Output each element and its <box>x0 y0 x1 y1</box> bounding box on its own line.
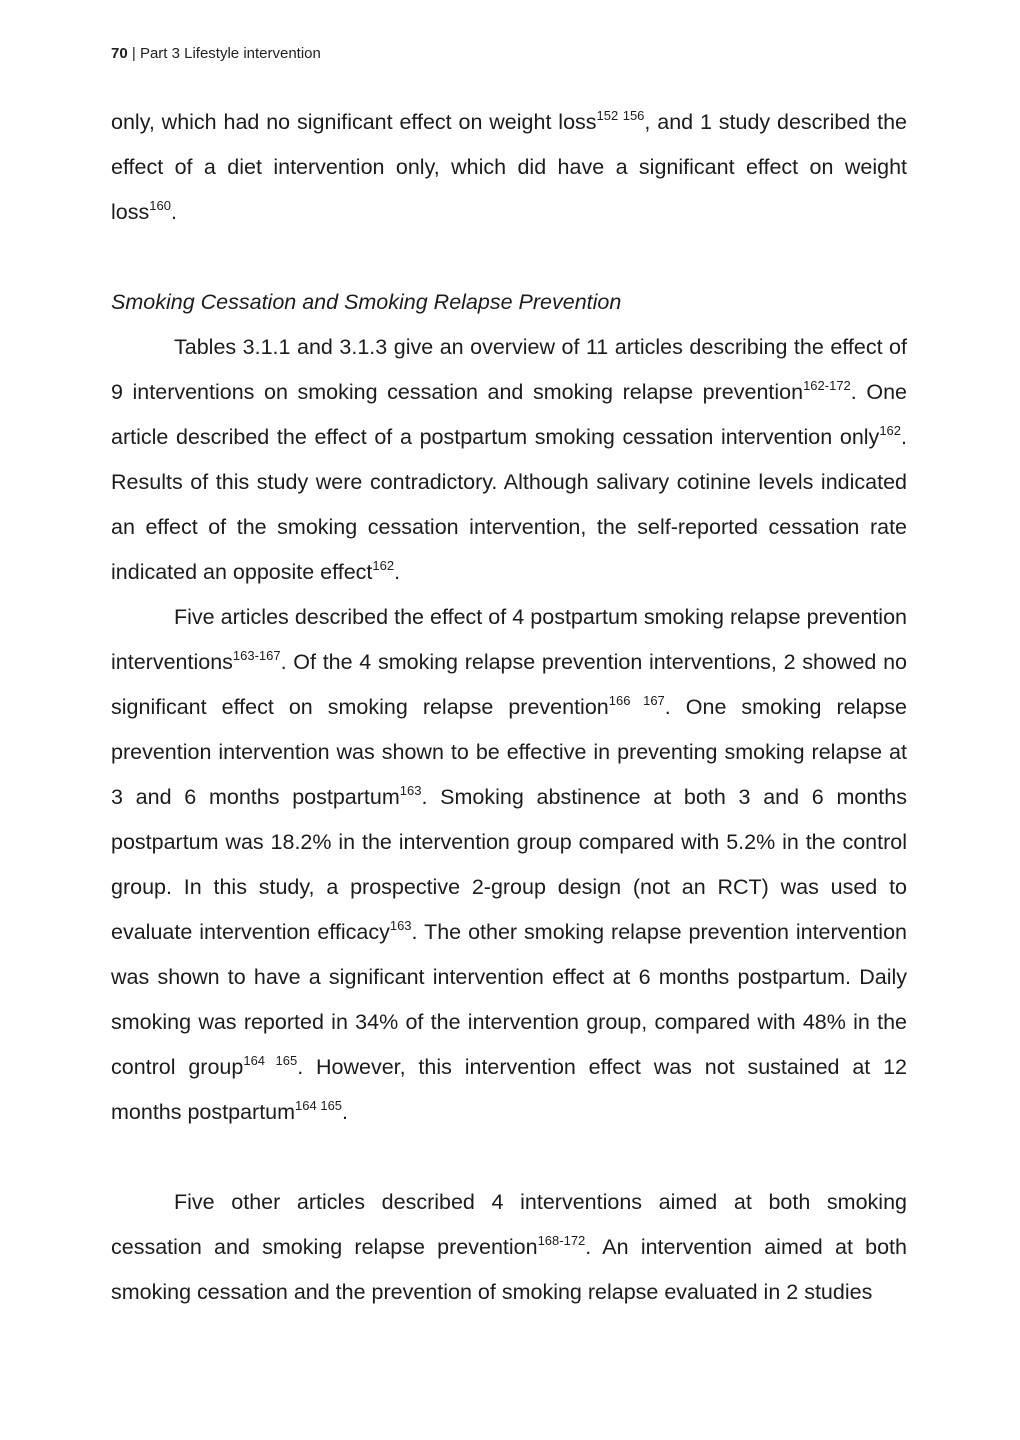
text: . Smoking abstinence at both 3 and 6 months postpartum was 18.2% in the intervention group compared with 5.2% in the control group. In this study, a prospective 2-group design (not an RCT) was used to evaluate intervention efficacy <box>111 785 907 944</box>
paragraph-weight-loss <box>111 100 907 235</box>
text: Five other articles described 4 interventions aimed at both smoking cessation and smoking relapse prevention <box>111 1190 907 1259</box>
page-number: 70 <box>111 45 128 62</box>
text: . An intervention aimed at both smoking cessation and the prevention of smoking relapse evaluated in 2 studies <box>111 1235 907 1304</box>
header-separator: | <box>131 45 136 62</box>
paragraph-combined-interventions <box>111 1180 907 1315</box>
citation: 168-172 <box>537 1233 586 1248</box>
citation: 163 <box>389 918 412 933</box>
citation: 160 <box>149 198 171 213</box>
citation: 162 <box>372 558 395 573</box>
running-title: Part 3 Lifestyle intervention <box>139 45 321 62</box>
text: . The other smoking relapse prevention intervention was shown to have a significant intervention effect at 6 months postpartum. Daily smoking was reported in 34% of the intervention group, compared with 48% in the control group <box>111 920 908 1079</box>
running-header <box>111 44 321 64</box>
text: . <box>394 560 401 584</box>
text: Five articles described the effect of 4 postpartum smoking relapse prevention interventions <box>111 605 907 674</box>
section-heading: Smoking Cessation and Smoking Relapse Prevention <box>111 290 622 314</box>
text: . <box>170 200 177 224</box>
citation: 162-172 <box>803 378 851 393</box>
paragraph-overview <box>111 325 907 595</box>
text: . Results of this study were contradictory. Although salivary cotinine levels indicated an effect of the smoking cessation intervention, the self-reported cessation rate indicated an opposite effect <box>111 425 907 584</box>
text: . However, this intervention effect was not sustained at 12 months postpartum <box>111 1055 907 1124</box>
citation: 162 <box>879 423 902 438</box>
citation: 164 165 <box>243 1053 298 1068</box>
body-text <box>111 100 907 1315</box>
text: only, which had no significant effect on weight loss <box>111 110 597 134</box>
text: . One article described the effect of a postpartum smoking cessation intervention only <box>111 380 907 449</box>
text: . One smoking relapse prevention intervention was shown to be effective in preventing smoking relapse at 3 and 6 months postpartum <box>111 695 907 809</box>
citation: 166 167 <box>608 693 665 708</box>
text: . Of the 4 smoking relapse prevention interventions, 2 showed no significant effect on smoking relapse prevention <box>111 650 907 719</box>
citation: 164 165 <box>295 1098 343 1113</box>
citation: 163-167 <box>232 648 281 663</box>
citation: 152 156 <box>596 108 645 123</box>
text: , and 1 study described the effect of a diet intervention only, which did have a significant effect on weight loss <box>111 110 907 224</box>
text: Tables 3.1.1 and 3.1.3 give an overview of 11 articles describing the effect of 9 interventions on smoking cessation and smoking relapse prevention <box>111 335 907 404</box>
paragraph-relapse-prevention <box>111 595 907 1135</box>
citation: 163 <box>399 783 422 798</box>
text: . <box>342 1100 349 1124</box>
